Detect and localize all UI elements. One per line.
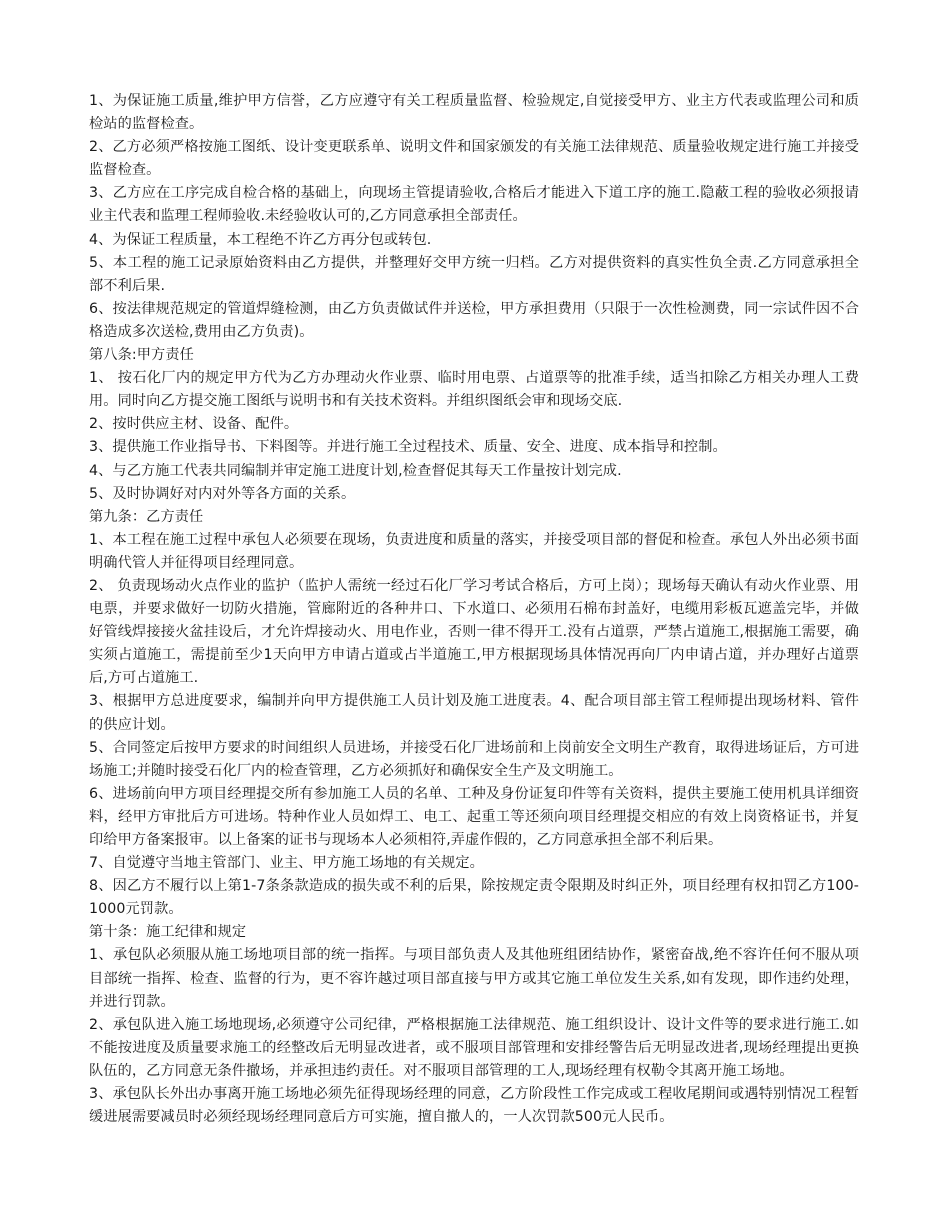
article-10-item-2: 2、承包队进入施工场地现场,必须遵守公司纪律，严格根据施工法律规范、施工组织设计、设计文件等的要求进行施工.如不能按进度及质量要求施工的经整改后无明显改进者，或不服项目部管理和安排经警告后无明显改进者,现场经理提出更换队伍的，乙方同意无条件撤场，并承担违约责任。对不服项目部管理的工人,现场经理有权勒令其离开施工场地。	[89, 1016, 859, 1079]
article-9-item-3-4: 3、根据甲方总进度要求，编制并向甲方提供施工人员计划及施工进度表。4、配合项目部主管工程师提出现场材料、管件的供应计划。	[89, 693, 859, 733]
clause-construction-standards: 2、乙方必须严格按施工图纸、设计变更联系单、说明文件和国家颁发的有关施工法律规范、质量验收规定进行施工并接受监督检查。	[89, 139, 859, 179]
clause-inspection-acceptance: 3、乙方应在工序完成自检合格的基础上，向现场主管提请验收,合格后才能进入下道工序的施工.隐蔽工程的验收必须报请业主代表和监理工程师验收.未经验收认可的,乙方同意承担全部责任。	[89, 185, 859, 225]
article-9-item-2: 2、 负责现场动火点作业的监护（监护人需统一经过石化厂学习考试合格后，方可上岗）；现场每天确认有动火作业票、用电票，并要求做好一切防火措施，管廊附近的各种井口、下水道口、必须用石棉布封盖好，电缆用彩板瓦遮盖完毕，并做好管线焊接接火盆挂设后，才允许焊接动火、用电作业，否则一律不得开工.没有占道票，严禁占道施工,根据施工需要，确实须占道施工，需提前至少1天向甲方申请占道或占半道施工,甲方根据现场具体情况再向厂内申请占道，并办理好占道票后,方可占道施工.	[89, 577, 859, 687]
article-10-item-1: 1、承包队必须服从施工场地项目部的统一指挥。与项目部负责人及其他班组团结协作，紧密奋战,绝不容许任何不服从项目部统一指挥、检查、监督的行为，更不容许越过项目部直接与甲方或其它施工单位发生关系,如有发现，即作违约处理，并进行罚款。	[89, 947, 859, 1010]
article-10-item-3: 3、承包队长外出办事离开施工场地必须先征得现场经理的同意，乙方阶段性工作完成或工程收尾期间或遇特别情况工程暂缓进展需要减员时必须经现场经理同意后方可实施，擅自撤人的，一人次罚款500元人民币。	[89, 1086, 859, 1126]
article-9-item-6: 6、进场前向甲方项目经理提交所有参加施工人员的名单、工种及身份证复印件等有关资料，提供主要施工使用机具详细资料，经甲方审批后方可进场。特种作业人员如焊工、电工、起重工等还须向项目经理提交相应的有效上岗资格证书，并复印给甲方备案报审。以上备案的证书与现场本人必须相符,弄虚作假的，乙方同意承担全部不利后果。	[89, 785, 859, 848]
document-page	[89, 90, 859, 1129]
clause-records: 5、本工程的施工记录原始资料由乙方提供，并整理好交甲方统一归档。乙方对提供资料的真实性负全责.乙方同意承担全部不利后果.	[89, 254, 859, 294]
article-9-item-5: 5、合同签定后按甲方要求的时间组织人员进场，并接受石化厂进场前和上岗前安全文明生产教育，取得进场证后，方可进场施工;并随时接受石化厂内的检查管理，乙方必须抓好和确保安全生产及文明施工。	[89, 739, 859, 779]
article-10-heading: 第十条：施工纪律和规定	[89, 924, 247, 941]
article-8-item-1: 1、 按石化厂内的规定甲方代为乙方办理动火作业票、临时用电票、占道票等的批准手续，适当扣除乙方相关办理人工费用。同时向乙方提交施工图纸与说明书和有关技术资料。并组织图纸会审和现场交底.	[89, 370, 859, 410]
article-9-heading: 第九条：乙方责任	[89, 508, 204, 525]
article-8-item-5: 5、及时协调好对内对外等各方面的关系。	[89, 485, 356, 502]
article-8-item-4: 4、与乙方施工代表共同编制并审定施工进度计划,检查督促其每天工作量按计划完成.	[89, 462, 622, 479]
clause-quality-supervision: 1、为保证施工质量,维护甲方信誉，乙方应遵守有关工程质量监督、检验规定,自觉接受甲方、业主方代表或监理公司和质检站的监督检查。	[89, 93, 859, 133]
clause-no-subcontract: 4、为保证工程质量，本工程绝不许乙方再分包或转包.	[89, 231, 432, 248]
article-8-item-2: 2、按时供应主材、设备、配件。	[89, 416, 299, 433]
clause-weld-inspection: 6、按法律规范规定的管道焊缝检测，由乙方负责做试件并送检，甲方承担费用（只限于一次性检测费，同一宗试件因不合格造成多次送检,费用由乙方负责)。	[89, 300, 859, 340]
article-8-heading: 第八条:甲方责任	[89, 347, 194, 364]
article-9-item-1: 1、本工程在施工过程中承包人必须要在现场，负责进度和质量的落实，并接受项目部的督促和检查。承包人外出必须书面明确代管人并征得项目经理同意。	[89, 531, 859, 571]
article-8-item-3: 3、提供施工作业指导书、下料图等。并进行施工全过程技术、质量、安全、进度、成本指导和控制。	[89, 439, 727, 456]
article-9-item-8: 8、因乙方不履行以上第1-7条条款造成的损失或不利的后果，除按规定责令限期及时纠正外，项目经理有权扣罚乙方100-1000元罚款。	[89, 878, 859, 918]
article-9-item-7: 7、自觉遵守当地主管部门、业主、甲方施工场地的有关规定。	[89, 855, 484, 872]
